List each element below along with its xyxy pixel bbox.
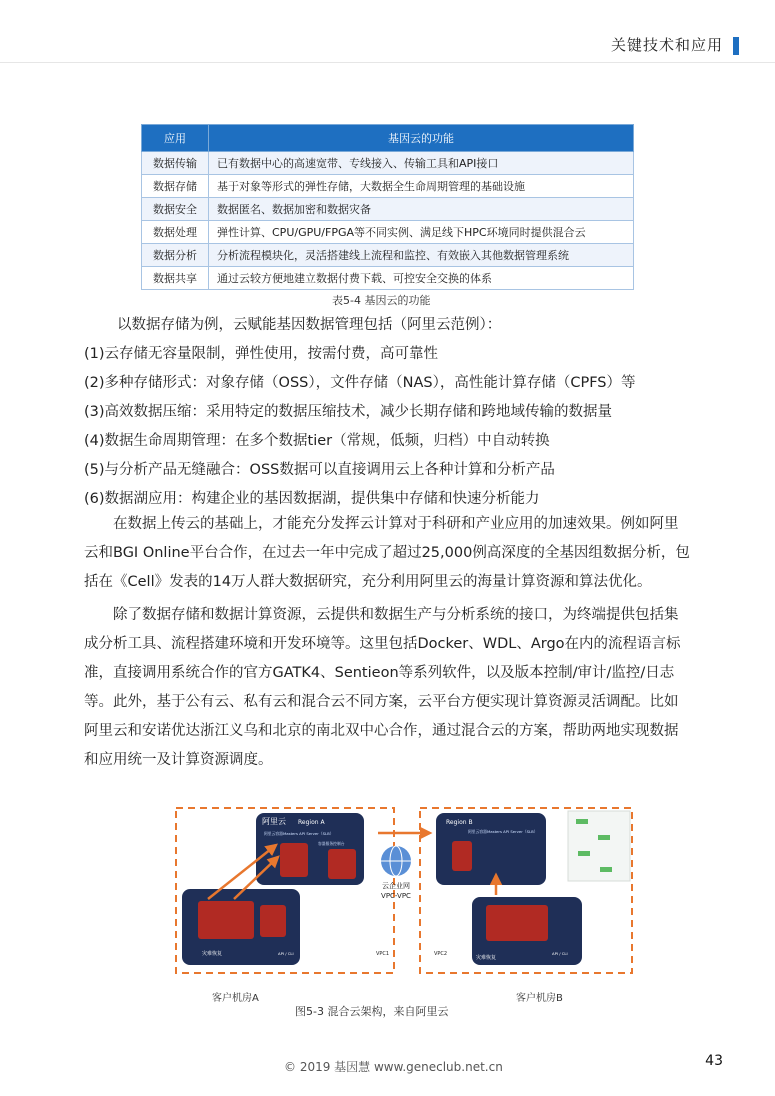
table-cell-desc: 基于对象等形式的弹性存储，大数据全生命周期管理的基础设施: [209, 175, 634, 198]
region-a-api: 阿里云容器Masters API Server（SLB）: [264, 831, 334, 836]
feature-list: [84, 340, 704, 514]
table-cell-desc: 数据匿名、数据加密和数据灾备: [209, 198, 634, 221]
table-header-function: 基因云的功能: [209, 125, 634, 152]
table-cell-app: 数据处理: [142, 221, 209, 244]
table-cell-desc: 通过云较方便地建立数据付费下载、可控安全交换的体系: [209, 267, 634, 290]
body-text: [88, 311, 688, 340]
table-cell-desc: 分析流程模块化，灵活搭建线上流程和监控、有效嵌入其他数据管理系统: [209, 244, 634, 267]
figure-caption: 图5-3 混合云架构，来自阿里云: [295, 1005, 449, 1018]
table-cell-app: 数据安全: [142, 198, 209, 221]
console-label: 容器服务控制台: [318, 841, 345, 846]
region-a-brand: 阿里云: [262, 817, 286, 826]
api-cli-b: API / CLI: [552, 951, 568, 956]
list-item: (1)云存储无容量限制，弹性使用，按需付费，高可靠性: [84, 346, 439, 362]
dr-b-label: 灾难恢复: [476, 955, 497, 961]
list-item: (4)数据生命周期管理：在多个数据tier（常规，低频，归档）中自动转换: [84, 433, 550, 449]
node-block: [486, 905, 548, 941]
table-row: [142, 175, 634, 198]
api-cli-a: API / CLI: [278, 951, 294, 956]
table-header-row: [142, 125, 634, 152]
dr-a-label: 灾难恢复: [202, 951, 223, 957]
room-b-label: 客户机房B: [516, 993, 563, 1004]
intro-paragraph: 以数据存储为例，云赋能基因数据管理包括（阿里云范例）：: [117, 317, 502, 333]
table-cell-app: 数据存储: [142, 175, 209, 198]
table-caption: 表5-4 基因云的功能: [332, 294, 431, 307]
table-cell-app: 数据传输: [142, 152, 209, 175]
table-row: [142, 198, 634, 221]
table-row: [142, 267, 634, 290]
vpc-vpc-label: VPC-VPC: [381, 892, 411, 900]
paragraph-block: [84, 510, 692, 775]
list-item: (5)与分析产品无缝融合：OSS数据可以直接调用云上各种计算和分析产品: [84, 462, 555, 478]
list-item: (3)高效数据压缩：采用特定的数据压缩技术，减少长期存储和跨地域传输的数据量: [84, 404, 613, 420]
table-cell-app: 数据共享: [142, 267, 209, 290]
table-row: [142, 244, 634, 267]
room-a-label: 客户机房A: [212, 993, 259, 1004]
running-header: [611, 34, 739, 55]
node-block: [328, 849, 356, 879]
page-number: 43: [705, 1053, 723, 1069]
header-accent-bar: [733, 37, 739, 55]
footer-text: © 2019 基因慧 www.geneclub.net.cn: [284, 1060, 503, 1074]
region-b-label: Region B: [446, 819, 473, 826]
node-block: [280, 843, 308, 877]
function-table: [141, 124, 634, 290]
table-row: [142, 221, 634, 244]
header-title: 关键技术和应用: [610, 36, 723, 54]
table-cell-app: 数据分析: [142, 244, 209, 267]
vpc1-label: VPC1: [376, 951, 390, 957]
cen-label: 云企业网: [382, 882, 410, 890]
table-row: [142, 152, 634, 175]
header-rule: [0, 62, 775, 63]
table-cell-desc: 弹性计算、CPU/GPU/FPGA等不同实例、满足线下HPC环境同时提供混合云: [209, 221, 634, 244]
region-b-api: 阿里云容器Masters API Server（SLB）: [468, 829, 538, 834]
node-block: [260, 905, 286, 937]
list-item: (2)多种存储形式：对象存储（OSS），文件存储（NAS），高性能计算存储（CPFS）等: [84, 375, 636, 391]
paragraph-interface: 除了数据存储和数据计算资源，云提供和数据生产与分析系统的接口，为终端提供包括集成分析工具、流程搭建环境和开发环境等。这里包括Docker、WDL、Argo在内的流程语言标准，直接调用系统合作的官方GATK4、Sentieon等系列软件，以及版本控制/审计/监控/日志等。此外，基于公有云、私有云和混合云不同方案，云平台方便实现计算资源灵活调配。比如阿里云和安诺优达浙江义乌和北京的南北双中心合作，通过混合云的方案，帮助两地实现数据和应用统一及计算资源调度。: [84, 607, 681, 768]
vpc2-label: VPC2: [434, 951, 448, 957]
node-block: [198, 901, 254, 939]
table-header-app: 应用: [142, 125, 209, 152]
paragraph-upload: 在数据上传云的基础上，才能充分发挥云计算对于科研和产业应用的加速效果。例如阿里云和BGI Online平台合作，在过去一年中完成了超过25,000例高深度的全基因组数据分析，包括在《Cell》发表的14万人群大数据研究，充分利用阿里云的海量计算资源和算法优化。: [84, 516, 690, 590]
hybrid-cloud-diagram: [168, 805, 638, 980]
list-item: (6)数据湖应用：构建企业的基因数据湖，提供集中存储和快速分析能力: [84, 491, 540, 507]
region-a-label: Region A: [298, 819, 325, 826]
table-cell-desc: 已有数据中心的高速宽带、专线接入、传输工具和API接口: [209, 152, 634, 175]
node-block: [452, 841, 472, 871]
